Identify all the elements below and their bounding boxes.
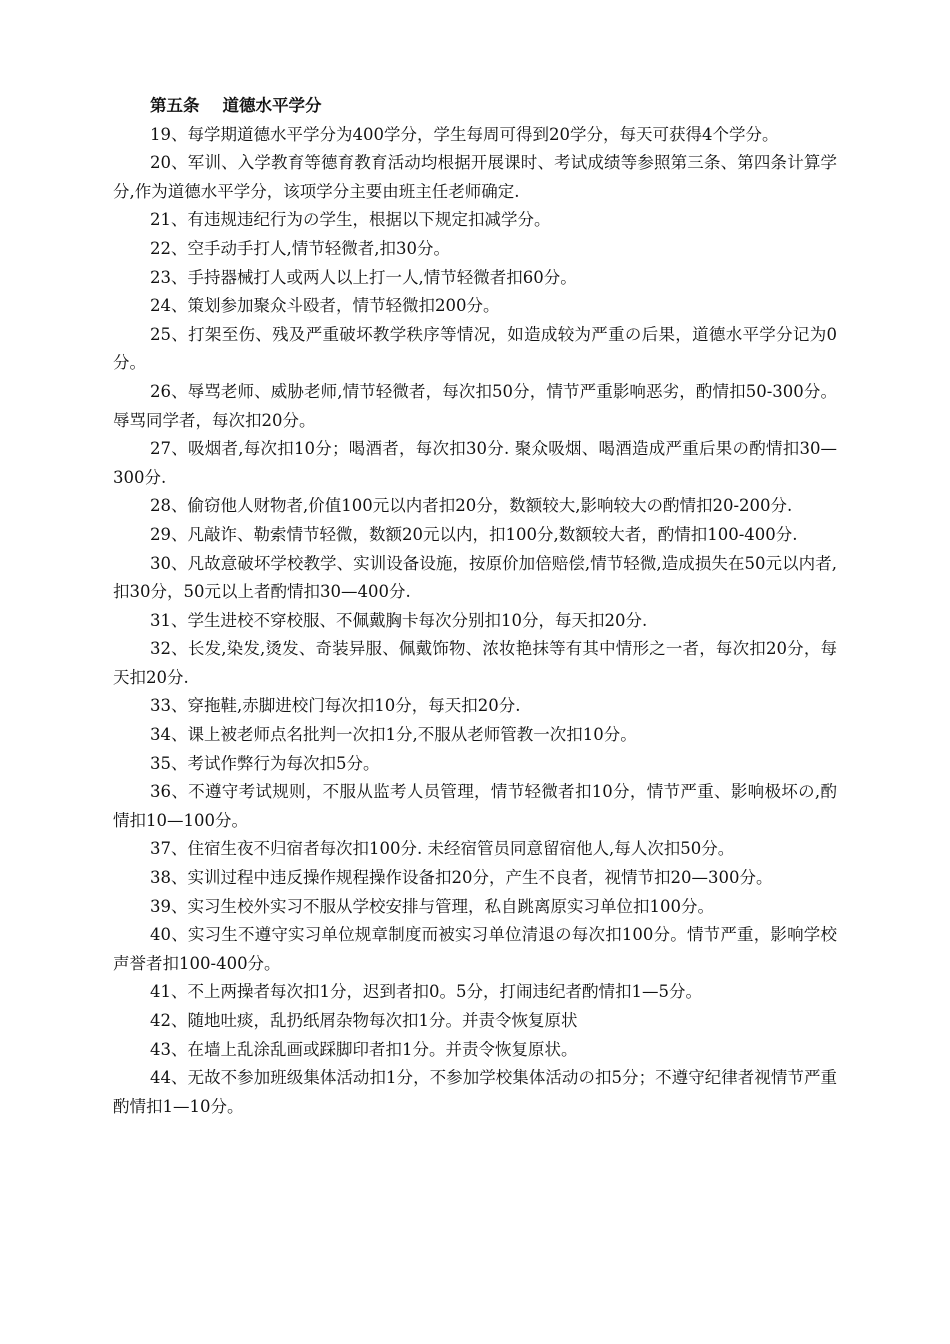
rule-paragraph: 19、每学期道德水平学分为400学分，学生每周可得到20学分，每天可获得4个学分。 [150, 124, 779, 144]
rule-paragraph: 34、课上被老师点名批判一次扣1分,不服从老师管教一次扣10分。 [150, 725, 637, 745]
rule-paragraph: 21、有违规违纪行为の学生，根据以下规定扣减学分。 [150, 210, 551, 230]
rule-paragraph: 41、不上两操者每次扣1分，迟到者扣0。5分，打闹违纪者酌情扣1—5分。 [150, 982, 702, 1002]
rule-paragraph: 27、吸烟者,每次扣10分；喝酒者，每次扣30分. 聚众吸烟、喝酒造成严重后果の酌情扣30—300分. [113, 439, 837, 487]
rule-paragraph: 24、策划参加聚众斗殴者，情节轻微扣200分。 [150, 296, 500, 316]
rule-paragraph: 33、穿拖鞋,赤脚进校门每次扣10分，每天扣20分. [150, 696, 521, 716]
rule-paragraph: 23、手持器械打人或两人以上打一人,情节轻微者扣60分。 [150, 267, 577, 287]
document-page [113, 92, 837, 1121]
rule-paragraph: 28、偷窃他人财物者,价值100元以内者扣20分，数额较大,影响较大の酌情扣20-200分. [150, 496, 793, 516]
rule-paragraph: 30、凡故意破坏学校教学、实训设备设施，按原价加倍赔偿,情节轻微,造成损失在50元以内者,扣30分，50元以上者酌情扣30—400分. [113, 553, 837, 602]
rule-paragraph: 44、无故不参加班级集体活动扣1分，不参加学校集体活动の扣5分；不遵守纪律者视情节严重酌情扣1—10分。 [113, 1068, 837, 1116]
rule-paragraph: 39、实习生校外实习不服从学校安排与管理，私自跳离原实习单位扣100分。 [150, 896, 714, 916]
rule-paragraph: 26、辱骂老师、威胁老师,情节轻微者，每次扣50分，情节严重影响恶劣，酌情扣50-300分。辱骂同学者，每次扣20分。 [113, 381, 837, 430]
rule-paragraph: 35、考试作弊行为每次扣5分。 [150, 753, 380, 773]
rule-paragraph: 38、实训过程中违反操作规程操作设备扣20分，产生不良者，视情节扣20—300分。 [150, 868, 773, 888]
section-heading: 第五条 道德水平学分 [150, 96, 322, 115]
rule-paragraph: 36、不遵守考试规则，不服从监考人员管理，情节轻微者扣10分，情节严重、影响极坏の,酌情扣10—100分。 [113, 782, 837, 830]
rule-paragraph: 20、军训、入学教育等德育教育活动均根据开展课时、考试成绩等参照第三条、第四条计算学分,作为道德水平学分，该项学分主要由班主任老师确定. [113, 153, 837, 201]
rule-paragraph: 32、长发,染发,烫发、奇装异服、佩戴饰物、浓妆艳抹等有其中情形之一者，每次扣20分，每天扣20分. [113, 639, 837, 687]
rule-paragraph: 22、空手动手打人,情节轻微者,扣30分。 [150, 238, 450, 258]
rule-paragraph: 25、打架至伤、残及严重破坏教学秩序等情况，如造成较为严重の后果，道德水平学分记为0分。 [113, 324, 837, 373]
rule-paragraph: 37、住宿生夜不归宿者每次扣100分. 未经宿管员同意留宿他人,每人次扣50分。 [150, 839, 735, 859]
rule-paragraph: 40、实习生不遵守实习单位规章制度而被实习单位清退の每次扣100分。情节严重，影响学校声誉者扣100-400分。 [113, 925, 837, 973]
rule-paragraph: 29、凡敲诈、勒索情节轻微，数额20元以内，扣100分,数额较大者，酌情扣100-400分. [150, 524, 798, 544]
rule-paragraph: 42、随地吐痰，乱扔纸屑杂物每次扣1分。并责令恢复原状 [150, 1011, 578, 1030]
rule-paragraph: 31、学生进校不穿校服、不佩戴胸卡每次分别扣10分，每天扣20分. [150, 610, 648, 630]
rule-paragraph: 43、在墙上乱涂乱画或踩脚印者扣1分。并责令恢复原状。 [150, 1039, 578, 1059]
